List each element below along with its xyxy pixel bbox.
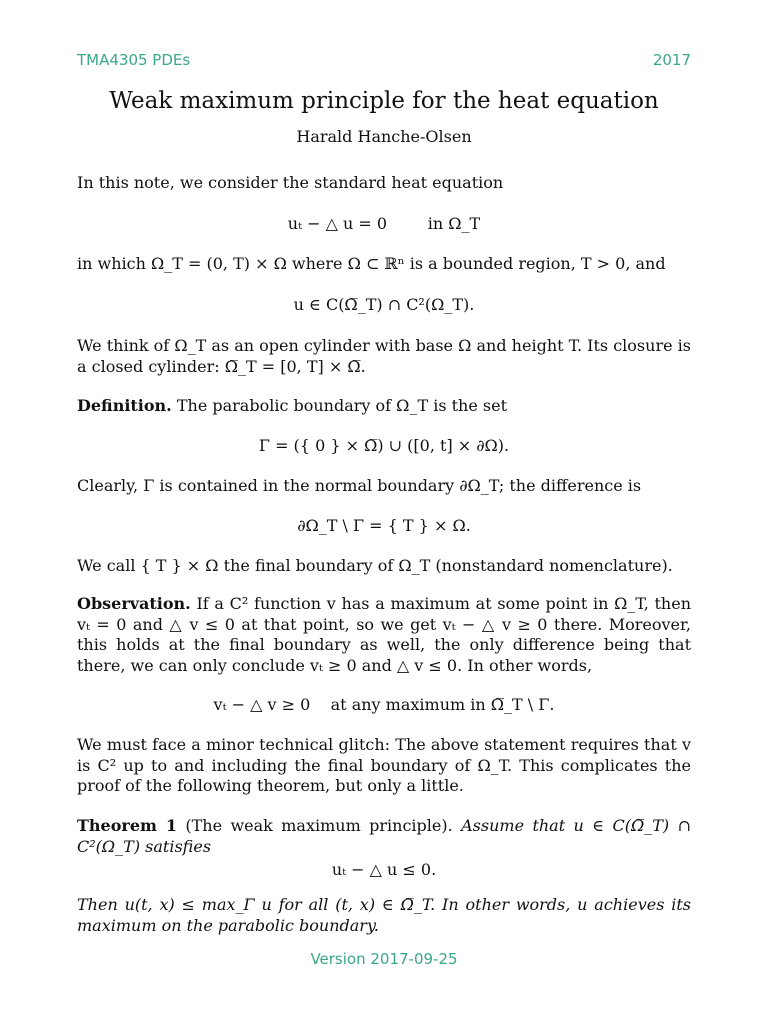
final-boundary-paragraph: We call { T } × Ω the final boundary of Ω_T (nonstandard nomenclature). xyxy=(77,556,673,575)
clearly-paragraph: Clearly, Γ is contained in the normal boundary ∂Ω_T; the difference is xyxy=(77,476,642,495)
version-footer: Version 2017-09-25 xyxy=(310,950,458,968)
course-header: TMA4305 PDEs xyxy=(77,51,191,69)
definition-paragraph xyxy=(77,396,691,417)
page-title: Weak maximum principle for the heat equation xyxy=(109,88,659,114)
maximum-inequality: vₜ − △ v ≥ 0 at any maximum in Ω̅_T \ Γ. xyxy=(213,695,555,714)
observation-text: If a C² function v has a maximum at some point in Ω_T, then vₜ = 0 and △ v ≤ 0 at that point, so we get vₜ − △ v ≥ 0 there. Moreover, this holds at the final boundary as well, the only difference being that there, we can only conclude vₜ ≥ 0 and △ v ≤ 0. In other words, xyxy=(77,594,691,675)
theorem-conclusion-text: Then u(t, x) ≤ max_Γ u for all (t, x) ∈ Ω̅_T. In other words, u achieves its maximum on the parabolic boundary. xyxy=(77,895,691,935)
year-header: 2017 xyxy=(652,51,691,69)
cylinder-paragraph: We think of Ω_T as an open cylinder with base Ω and height T. Its closure is a closed cylinder: Ω̅_T = [0, T] × Ω̅. xyxy=(77,336,691,376)
theorem-paragraph xyxy=(77,816,691,857)
theorem-inequality: uₜ − △ u ≤ 0. xyxy=(331,860,437,879)
observation-paragraph xyxy=(77,594,691,676)
intro-paragraph: In this note, we consider the standard heat equation xyxy=(77,173,504,192)
definition-text: The parabolic boundary of Ω_T is the set xyxy=(176,396,508,415)
theorem-text: Assume that u ∈ C(Ω̅_T) ∩ C²(Ω_T) satisfies xyxy=(77,816,691,856)
difference-equation: ∂Ω_T \ Γ = { T } × Ω. xyxy=(297,516,471,535)
heat-equation: uₜ − △ u = 0 in Ω_T xyxy=(287,214,481,233)
where-paragraph: in which Ω_T = (0, T) × Ω where Ω ⊂ ℝⁿ is a bounded region, T > 0, and xyxy=(77,254,666,273)
observation-label: Observation. xyxy=(77,594,191,613)
regularity-equation: u ∈ C(Ω̅_T) ∩ C²(Ω_T). xyxy=(293,295,475,314)
parabolic-boundary-equation: Γ = ({ 0 } × Ω̅) ∪ ([0, t] × ∂Ω). xyxy=(258,436,510,455)
theorem-label: Theorem 1 xyxy=(77,816,177,835)
theorem-name: (The weak maximum principle). xyxy=(185,816,453,835)
author: Harald Hanche-Olsen xyxy=(296,127,472,146)
theorem-conclusion xyxy=(77,895,691,936)
glitch-paragraph: We must face a minor technical glitch: The above statement requires that v is C² up to and including the final boundary of Ω_T. This complicates the proof of the following theorem, but only a little. xyxy=(77,735,691,795)
definition-label: Definition. xyxy=(77,396,172,415)
